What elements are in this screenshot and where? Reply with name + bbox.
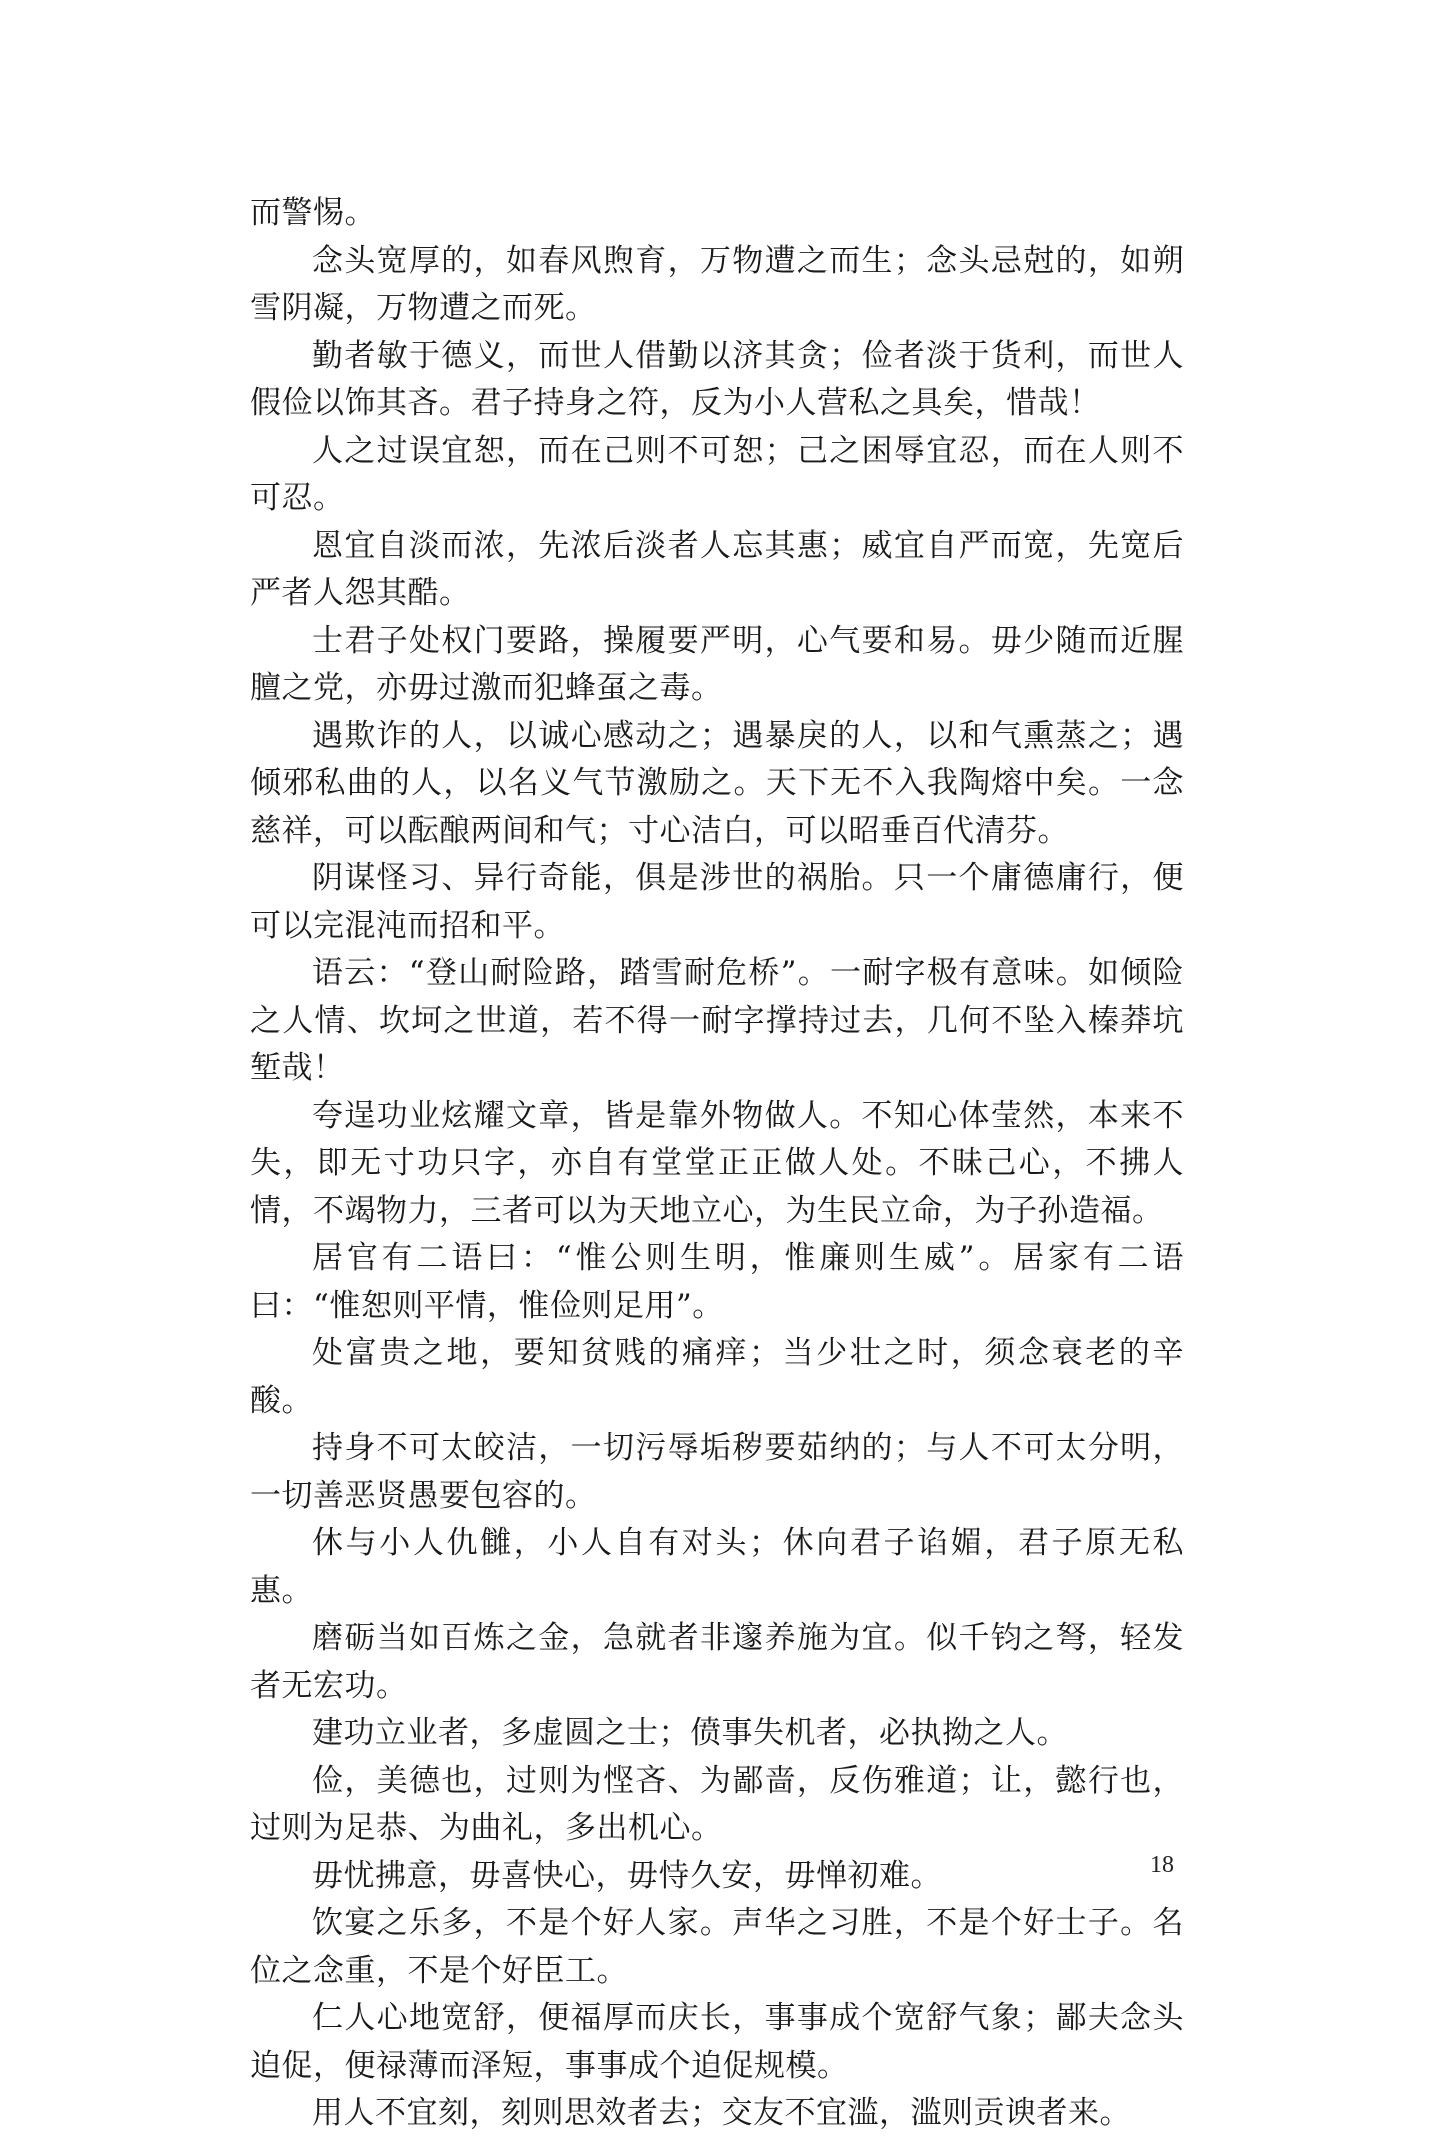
page-number: 18 [1150,1852,1174,1878]
paragraph: 持身不可太皎洁，一切污辱垢秽要茹纳的；与人不可太分明，一切善恶贤愚要包容的。 [250,1430,1184,1514]
paragraph: 遇欺诈的人，以诚心感动之；遇暴戾的人，以和气熏蒸之；遇倾邪私曲的人，以名义气节激励之。天下无不入我陶熔中矣。一念慈祥，可以酝酿两间和气；寸心洁白，可以昭垂百代清芬。 [250,717,1184,849]
paragraph: 磨砺当如百炼之金，急就者非邃养施为宜。似千钧之弩，轻发者无宏功。 [250,1620,1184,1704]
paragraph: 毋忧拂意，毋喜快心，毋恃久安，毋惮初难。 [312,1857,942,1894]
paragraph: 夸逞功业炫耀文章，皆是靠外物做人。不知心体莹然，本来不失，即无寸功只字，亦自有堂堂正正做人处。不昧己心，不拂人情，不竭物力，三者可以为天地立心，为生民立命，为子孙造福。 [250,1097,1184,1229]
paragraph: 用人不宜刻，刻则思效者去；交友不宜滥，滥则贡谀者来。 [312,2095,1131,2131]
paragraph: 恩宜自淡而浓，先浓后淡者人忘其惠；威宜自严而宽，先宽后严者人怨其酷。 [250,527,1184,611]
paragraph: 士君子处权门要路，操履要严明，心气要和易。毋少随而近腥膻之党，亦毋过激而犯蜂虿之毒。 [250,622,1184,706]
paragraph: 处富贵之地，要知贫贱的痛痒；当少壮之时，须念衰老的辛酸。 [250,1335,1184,1419]
paragraph: 阴谋怪习、异行奇能，俱是涉世的祸胎。只一个庸德庸行，便可以完混沌而招和平。 [250,860,1184,944]
paragraph: 俭，美德也，过则为悭吝、为鄙啬，反伤雅道；让，懿行也，过则为足恭、为曲礼，多出机心。 [250,1762,1184,1846]
paragraph: 建功立业者，多虚圆之士；偾事失机者，必执拗之人。 [312,1715,1068,1751]
document-body [250,190,1184,2138]
paragraph: 饮宴之乐多，不是个好人家。声华之习胜，不是个好士子。名位之念重，不是个好臣工。 [250,1905,1184,1989]
paragraph: 仁人心地宽舒，便福厚而庆长，事事成个宽舒气象；鄙夫念头迫促，便禄薄而泽短，事事成个迫促规模。 [250,2000,1184,2084]
paragraph: 勤者敏于德义，而世人借勤以济其贪；俭者淡于货利，而世人假俭以饰其吝。君子持身之符，反为小人营私之具矣，惜哉！ [250,337,1184,421]
paragraph: 休与小人仇雠，小人自有对头；休向君子谄媚，君子原无私惠。 [250,1525,1184,1609]
paragraph: 居官有二语曰：“惟公则生明，惟廉则生威”。居家有二语曰：“惟恕则平情，惟俭则足用”。 [250,1240,1184,1324]
paragraph: 人之过误宜恕，而在己则不可恕；己之困辱宜忍，而在人则不可忍。 [250,432,1184,516]
paragraph: 语云：“登山耐险路，踏雪耐危桥”。一耐字极有意味。如倾险之人情、坎坷之世道，若不得一耐字撑持过去，几何不坠入榛莽坑堑哉！ [250,955,1184,1086]
paragraph: 而警惕。 [250,195,376,231]
paragraph: 念头宽厚的，如春风煦育，万物遭之而生；念头忌尅的，如朔雪阴凝，万物遭之而死。 [250,242,1184,326]
